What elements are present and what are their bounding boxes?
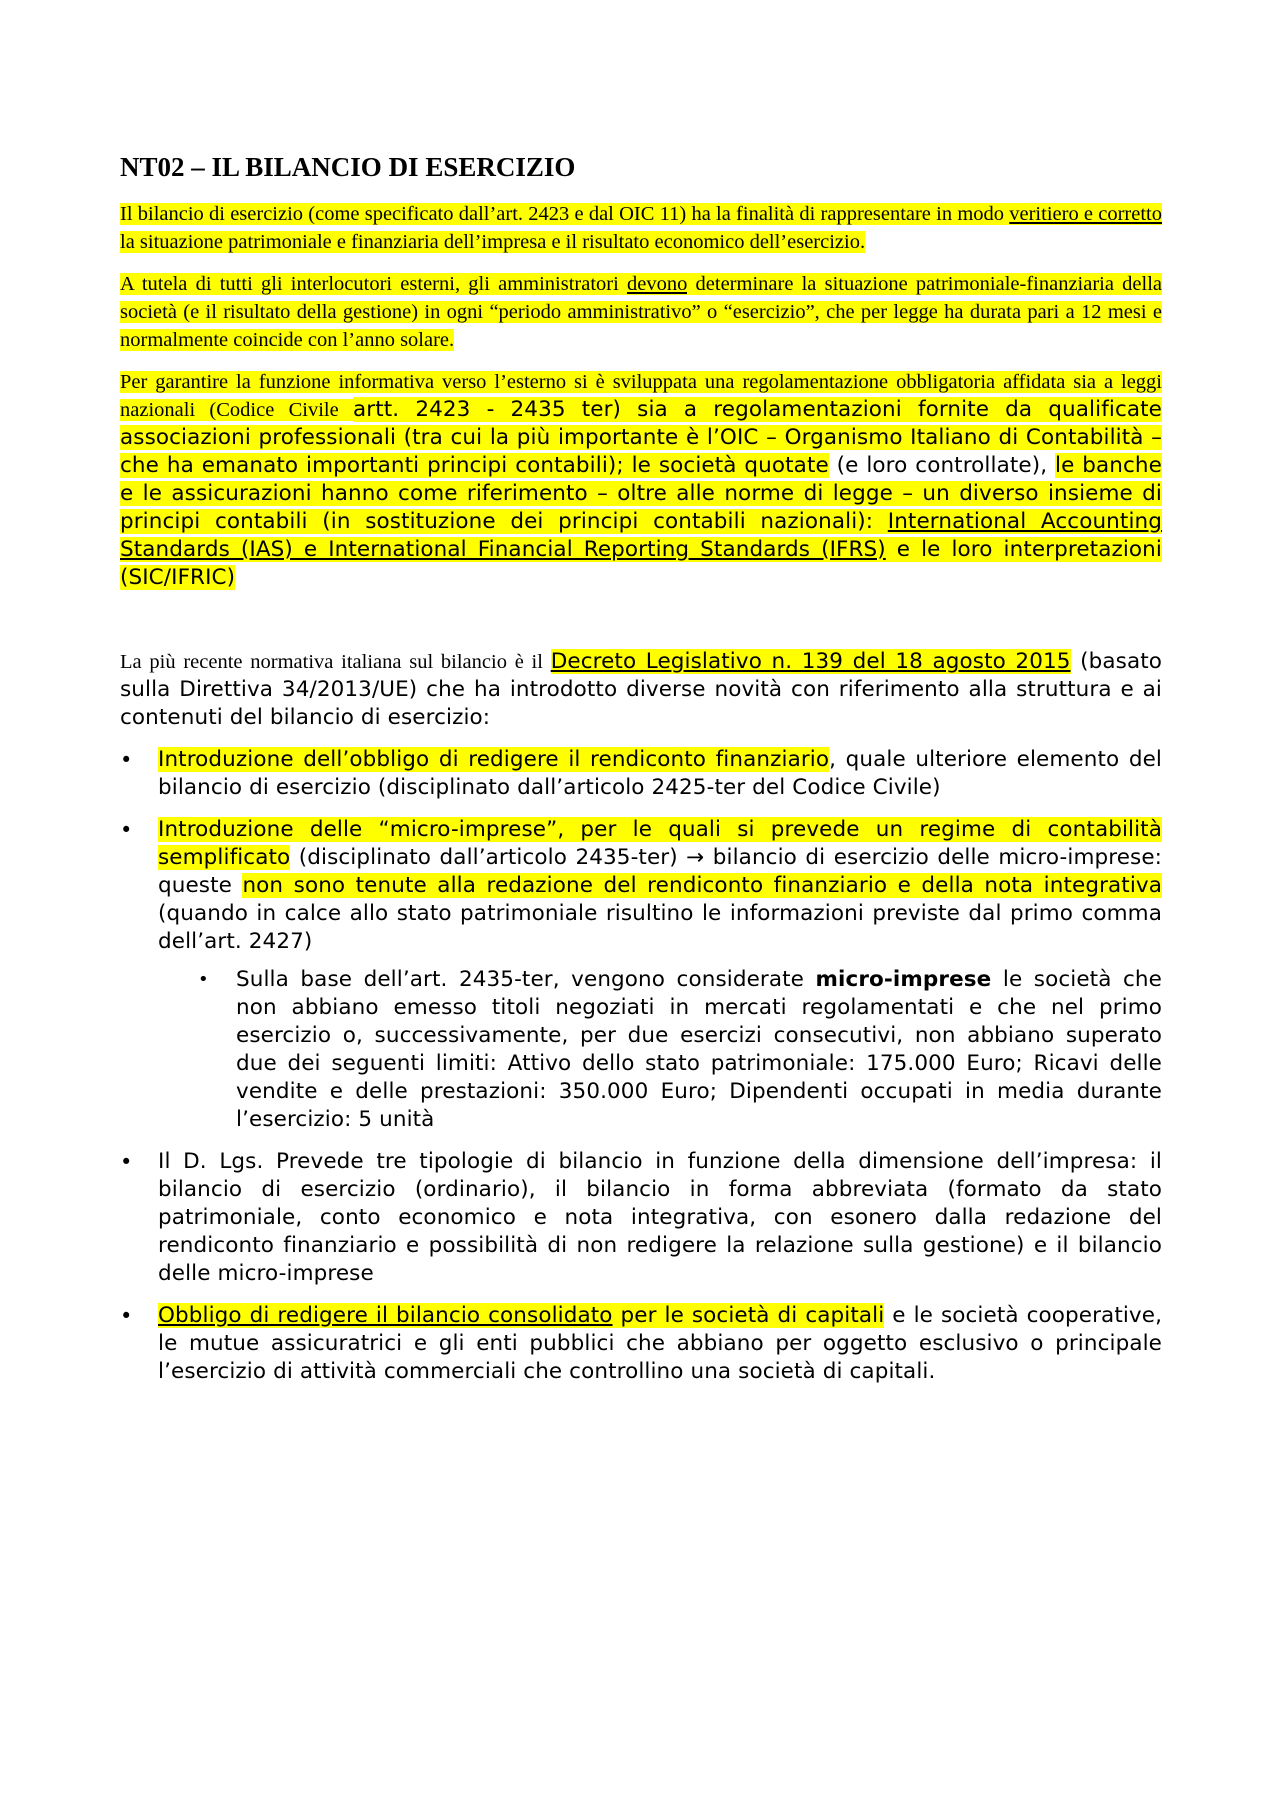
text-run-underlined: veritiero e corretto xyxy=(1009,203,1162,225)
text-run-bold: micro-imprese xyxy=(815,967,992,992)
novita-list xyxy=(120,746,1162,1386)
paragraph-finalita xyxy=(120,200,1162,256)
paragraph-regolamentazione xyxy=(120,368,1162,592)
sub-list-item xyxy=(198,966,1162,1134)
bullet: • xyxy=(198,969,209,990)
text-run: (e loro controllate), xyxy=(828,453,1055,478)
text-run-underlined: International Accounting Standards (IAS) e International Financial Reporting Standards (IFRS) xyxy=(120,509,1162,562)
text-run: Per garantire la funzione informativa verso l’esterno si è sviluppata una regolamentazione obbligatoria affidata sia a leggi nazionali (Codice Civile xyxy=(120,371,1162,421)
text-run: e le società cooperative, le mutue assicuratrici e gli enti pubblici che abbiano per oggetto esclusivo o principale l’esercizio di attività commerciali che controllino una società di capitali. xyxy=(158,1303,1163,1384)
text-run: A tutela di tutti gli interlocutori esterni, gli amministratori xyxy=(120,273,627,295)
text-run: , quale ulteriore elemento del bilancio di esercizio (disciplinato dall’articolo 2425-ter del Codice Civile) xyxy=(158,747,1162,800)
text-run: per le società di capitali xyxy=(612,1303,885,1328)
list-item xyxy=(120,816,1162,1134)
text-run: le società che non abbiano emesso titoli negoziati in mercati regolamentati e che nel primo esercizio o, successivamente, per due esercizi consecutivi, non abbiano superato due dei seguenti limiti: Attivo dello stato patrimoniale: 175.000 Euro; Ricavi delle vendite e delle prestazioni: 350.000 Euro; Dipendenti occupati in media durante l’esercizio: 5 unità xyxy=(236,967,1162,1132)
document-body xyxy=(120,150,1162,1400)
text-run-underlined: Obbligo di redigere il bilancio consolidato xyxy=(158,1303,613,1328)
spacer xyxy=(120,606,1162,648)
sub-list xyxy=(158,966,1162,1134)
paragraph-decreto xyxy=(120,648,1162,732)
list-item xyxy=(120,1302,1162,1386)
text-run: (disciplinato dall’articolo 2435-ter) → bilancio di esercizio delle micro-imprese: queste xyxy=(158,845,1162,898)
text-run: Sulla base dell’art. 2435-ter, vengono considerate xyxy=(236,967,816,992)
bullet: • xyxy=(120,1150,133,1174)
page-title: NT02 – IL BILANCIO DI ESERCIZIO xyxy=(120,152,576,182)
text-run-underlined: Decreto Legislativo n. 139 del 18 agosto 2015 xyxy=(550,649,1071,674)
bullet: • xyxy=(120,818,133,842)
list-item xyxy=(120,746,1162,802)
text-run: determinare la situazione patrimoniale-finanziaria della società (e il risultato della gestione) in ogni “periodo amministrativo” o “esercizio”, che per legge ha durata pari a 12 mesi e normalmente coincide con l’anno solare. xyxy=(120,273,1162,351)
text-run: (basato sulla Direttiva 34/2013/UE) che ha introdotto diverse novità con riferimento alla struttura e ai contenuti del bilancio di esercizio: xyxy=(120,649,1163,730)
text-run: non sono tenute alla redazione del rendiconto finanziario e della nota integrativa xyxy=(242,873,1162,898)
text-run: e le loro interpretazioni (SIC/IFRIC) xyxy=(120,537,1162,590)
text-run: Il bilancio di esercizio (come specificato dall’art. 2423 e dal OIC 11) ha la finalità di rappresentare in modo xyxy=(120,203,1010,225)
bullet: • xyxy=(120,1304,133,1328)
bullet: • xyxy=(120,748,133,772)
paragraph-tutela xyxy=(120,270,1162,354)
text-run: le banche e le assicurazioni hanno come riferimento – oltre alle norme di legge – un diverso insieme di principi contabili (in sostituzione dei principi contabili nazionali): xyxy=(120,453,1162,534)
text-run: La più recente normativa italiana sul bilancio è il xyxy=(120,651,551,673)
text-run: artt. 2423 - 2435 ter) sia a regolamentazioni fornite da qualificate associazioni professionali (tra cui la più importante è l’OIC – Organismo Italiano di Contabilità – che ha emanato importanti principi contabili); le società quotate xyxy=(120,397,1163,478)
list-item xyxy=(120,1148,1162,1288)
text-run: Il D. Lgs. Prevede tre tipologie di bilancio in funzione della dimensione dell’impresa: il bilancio di esercizio (ordinario), il bilancio in forma abbreviata (formato da stato patrimoniale, conto economico e nota integrativa, con esonero dalla redazione del rendiconto finanziario e possibilità di non redigere la relazione sulla gestione) e il bilancio delle micro-imprese xyxy=(158,1149,1162,1286)
text-run: Introduzione delle “micro-imprese”, per le quali si prevede un regime di contabilità semplificato xyxy=(158,817,1162,870)
text-run: la situazione patrimoniale e finanziaria dell’impresa e il risultato economico dell’esercizio. xyxy=(120,231,866,253)
text-run: (quando in calce allo stato patrimoniale risultino le informazioni previste dal primo comma dell’art. 2427) xyxy=(158,901,1162,954)
text-run-underlined: devono xyxy=(626,273,688,295)
text-run: Introduzione dell’obbligo di redigere il rendiconto finanziario xyxy=(158,747,830,772)
